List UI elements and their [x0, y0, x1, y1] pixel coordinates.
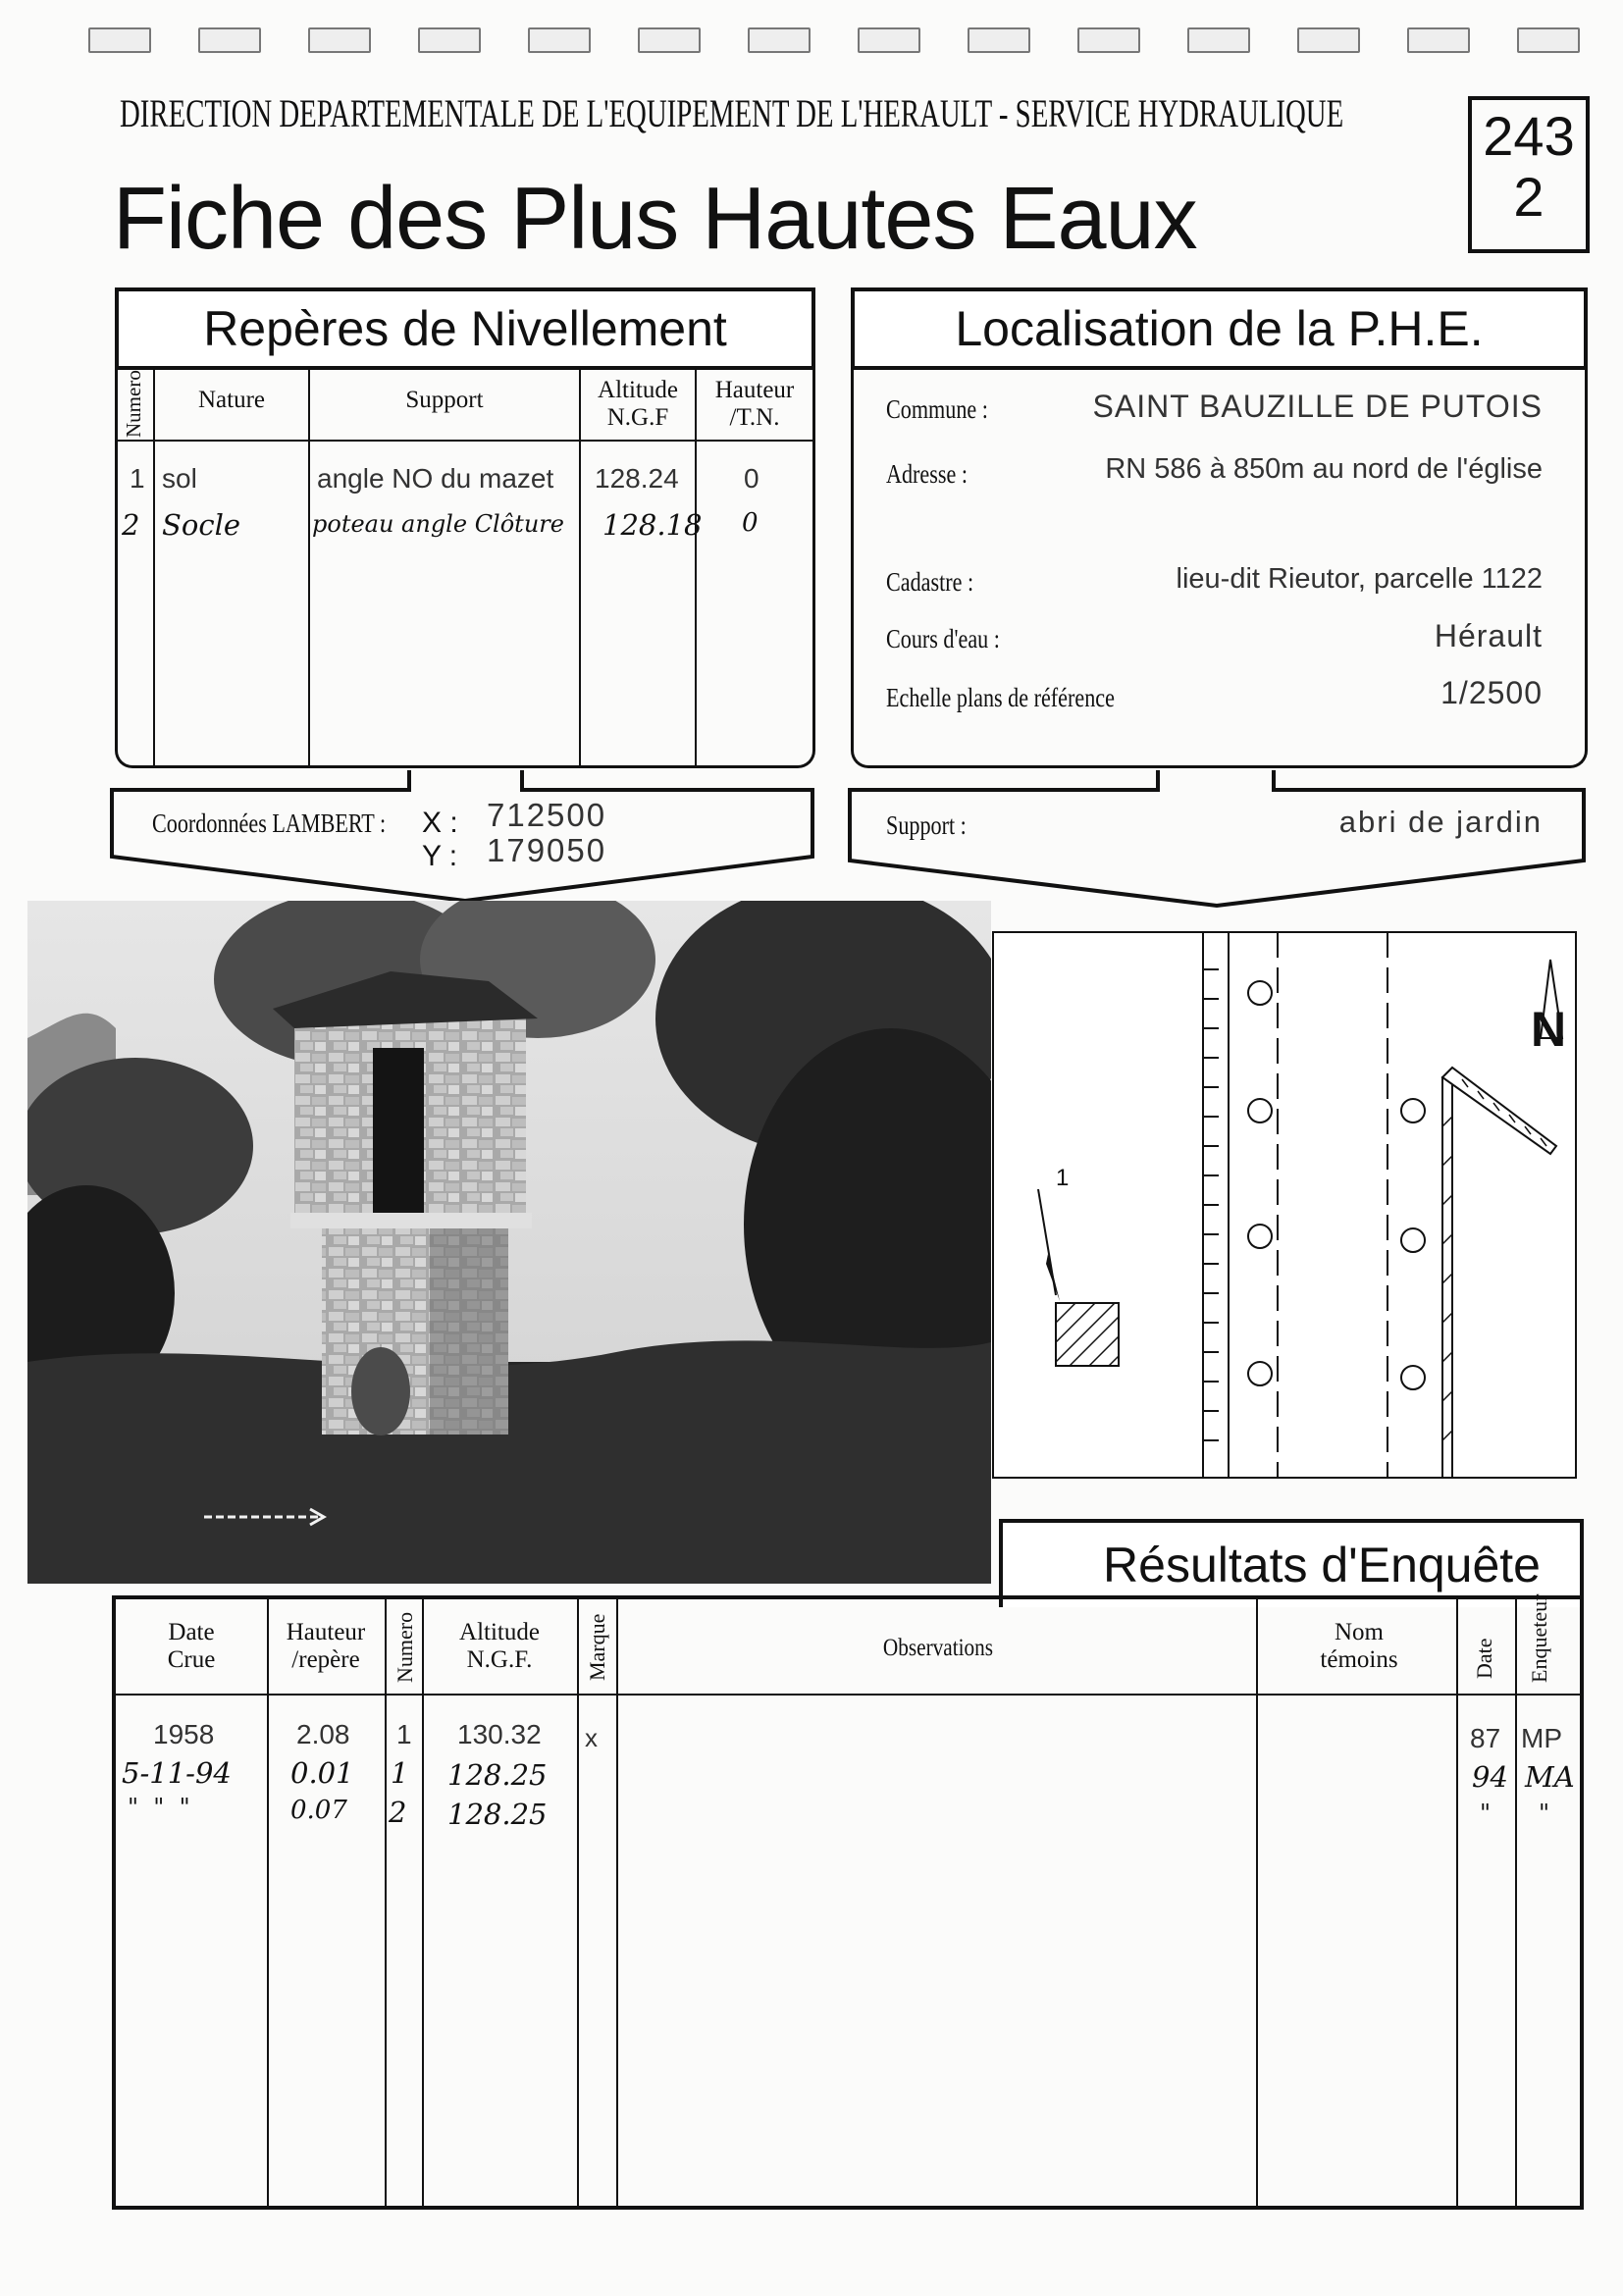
col-altitude: Altitude N.G.F	[598, 377, 678, 431]
binding-hole	[1187, 27, 1250, 53]
reperes-row-1-support: angle NO du mazet	[317, 463, 554, 494]
binding-hole	[1297, 27, 1360, 53]
result-row-2-date-crue: 5-11-94	[122, 1756, 232, 1790]
result-row-3-hauteur: 0.07	[290, 1796, 347, 1825]
reperes-row-2-hauteur: 0	[742, 508, 759, 538]
site-plan	[991, 930, 1578, 1480]
result-row-1-date-crue: 1958	[153, 1719, 215, 1749]
result-row-2-hauteur: 0.01	[290, 1756, 354, 1790]
support-value: abri de jardin	[1338, 805, 1543, 839]
col-enqueteur: Enqueteur	[1527, 1593, 1551, 1684]
column-rule	[695, 369, 697, 765]
result-row-3-date: "	[1480, 1800, 1492, 1827]
column-rule	[385, 1599, 387, 2206]
binding-hole	[198, 27, 261, 53]
column-rule	[1456, 1599, 1458, 2206]
result-row-1-marque: x	[585, 1723, 598, 1752]
binding-hole	[858, 27, 920, 53]
column-rule	[1256, 1599, 1258, 2206]
col-date-crue: Date Crue	[167, 1619, 216, 1673]
col-altitude-ngf: Altitude N.G.F.	[459, 1619, 540, 1673]
col-hauteur: Hauteur /T.N.	[714, 377, 795, 431]
commune-label: Commune :	[886, 394, 988, 424]
result-row-3-date-crue: " " "	[128, 1794, 190, 1821]
reperes-row-2-nature: Socle	[162, 508, 241, 542]
result-row-1-date: 87	[1470, 1723, 1501, 1753]
reference-number: 243	[1483, 105, 1575, 167]
localisation-title: Localisation de la P.H.E.	[851, 287, 1588, 370]
result-row-1-enqueteur: MP	[1521, 1723, 1562, 1753]
result-row-2-date: 94	[1472, 1760, 1508, 1794]
binding-hole	[88, 27, 151, 53]
column-rule	[153, 369, 155, 765]
reperes-row-2-altitude: 128.18	[602, 508, 703, 542]
north-label: N	[1531, 1002, 1567, 1057]
reperes-title: Repères de Nivellement	[115, 287, 815, 370]
reperes-row-1-altitude: 128.24	[595, 463, 679, 494]
col-support: Support	[405, 387, 484, 413]
support-label: Support :	[886, 810, 967, 840]
binding-hole	[528, 27, 591, 53]
result-row-1-hauteur: 2.08	[296, 1719, 350, 1749]
binding-hole	[308, 27, 371, 53]
plan-marker: 1	[1056, 1165, 1070, 1191]
echelle-label: Echelle plans de référence	[886, 683, 1115, 712]
col-hauteur-repere: Hauteur /repère	[286, 1619, 366, 1673]
result-row-1-altitude: 130.32	[457, 1719, 542, 1749]
column-rule	[267, 1599, 269, 2206]
col-observations: Observations	[882, 1635, 994, 1661]
cours-value: Hérault	[1434, 618, 1543, 653]
page-title: Fiche des Plus Hautes Eaux	[113, 170, 1197, 268]
reference-box	[1468, 96, 1590, 253]
result-row-1-numero: 1	[396, 1719, 412, 1749]
commune-value: SAINT BAUZILLE DE PUTOIS	[1092, 389, 1543, 424]
binding-hole	[638, 27, 701, 53]
reperes-row-1-nature: sol	[162, 463, 197, 494]
adresse-value: RN 586 à 850m au nord de l'église	[1105, 453, 1543, 485]
col-numero: Numero	[122, 370, 145, 438]
reperes-header-rule	[118, 440, 812, 442]
binding-hole	[418, 27, 481, 53]
col-numero: Numero	[393, 1611, 417, 1684]
result-row-3-altitude: 128.25	[447, 1798, 548, 1831]
reperes-row-2-numero: 2	[122, 508, 140, 542]
reperes-row-1-numero: 1	[130, 463, 145, 494]
resultats-table	[112, 1595, 1584, 2210]
binding-hole	[1517, 27, 1580, 53]
result-row-2-enqueteur: MA	[1525, 1760, 1575, 1794]
cours-label: Cours d'eau :	[886, 624, 1000, 653]
lambert-label: Coordonnées LAMBERT :	[152, 809, 387, 838]
lambert-y-label: Y :	[422, 840, 458, 872]
reference-sub: 2	[1513, 166, 1544, 228]
lambert-x-label: X :	[422, 807, 458, 839]
binding-hole	[1077, 27, 1140, 53]
site-photograph	[27, 901, 991, 1584]
col-marque: Marque	[585, 1613, 609, 1682]
resultats-header-rule	[115, 1694, 1581, 1696]
echelle-value: 1/2500	[1440, 675, 1543, 710]
column-rule	[422, 1599, 424, 2206]
col-nature: Nature	[197, 387, 266, 413]
column-rule	[1515, 1599, 1517, 2206]
reperes-row-1-hauteur: 0	[744, 463, 759, 494]
result-row-3-numero: 2	[389, 1796, 407, 1829]
lambert-y-value: 179050	[487, 832, 607, 868]
col-date: Date	[1472, 1638, 1496, 1679]
binding-hole	[1407, 27, 1470, 53]
column-rule	[577, 1599, 579, 2206]
binding-hole	[968, 27, 1030, 53]
reperes-row-2-support: poteau angle Clôture	[312, 510, 564, 538]
lambert-x-value: 712500	[487, 797, 607, 833]
result-row-2-numero: 1	[391, 1756, 409, 1790]
result-row-3-enqueteur: "	[1539, 1800, 1550, 1827]
column-rule	[616, 1599, 618, 2206]
result-row-2-altitude: 128.25	[447, 1758, 548, 1792]
service-heading: DIRECTION DEPARTEMENTALE DE L'EQUIPEMENT DE L'HERAULT - SERVICE HYDRAULIQUE	[120, 91, 1344, 135]
cadastre-value: lieu-dit Rieutor, parcelle 1122	[1176, 563, 1543, 595]
resultats-title: Résultats d'Enquête	[999, 1519, 1584, 1607]
column-rule	[579, 369, 581, 765]
col-nom-temoins: Nom témoins	[1320, 1619, 1398, 1673]
column-rule	[308, 369, 310, 765]
adresse-label: Adresse :	[886, 459, 969, 489]
cadastre-label: Cadastre :	[886, 567, 974, 597]
binding-hole	[748, 27, 811, 53]
